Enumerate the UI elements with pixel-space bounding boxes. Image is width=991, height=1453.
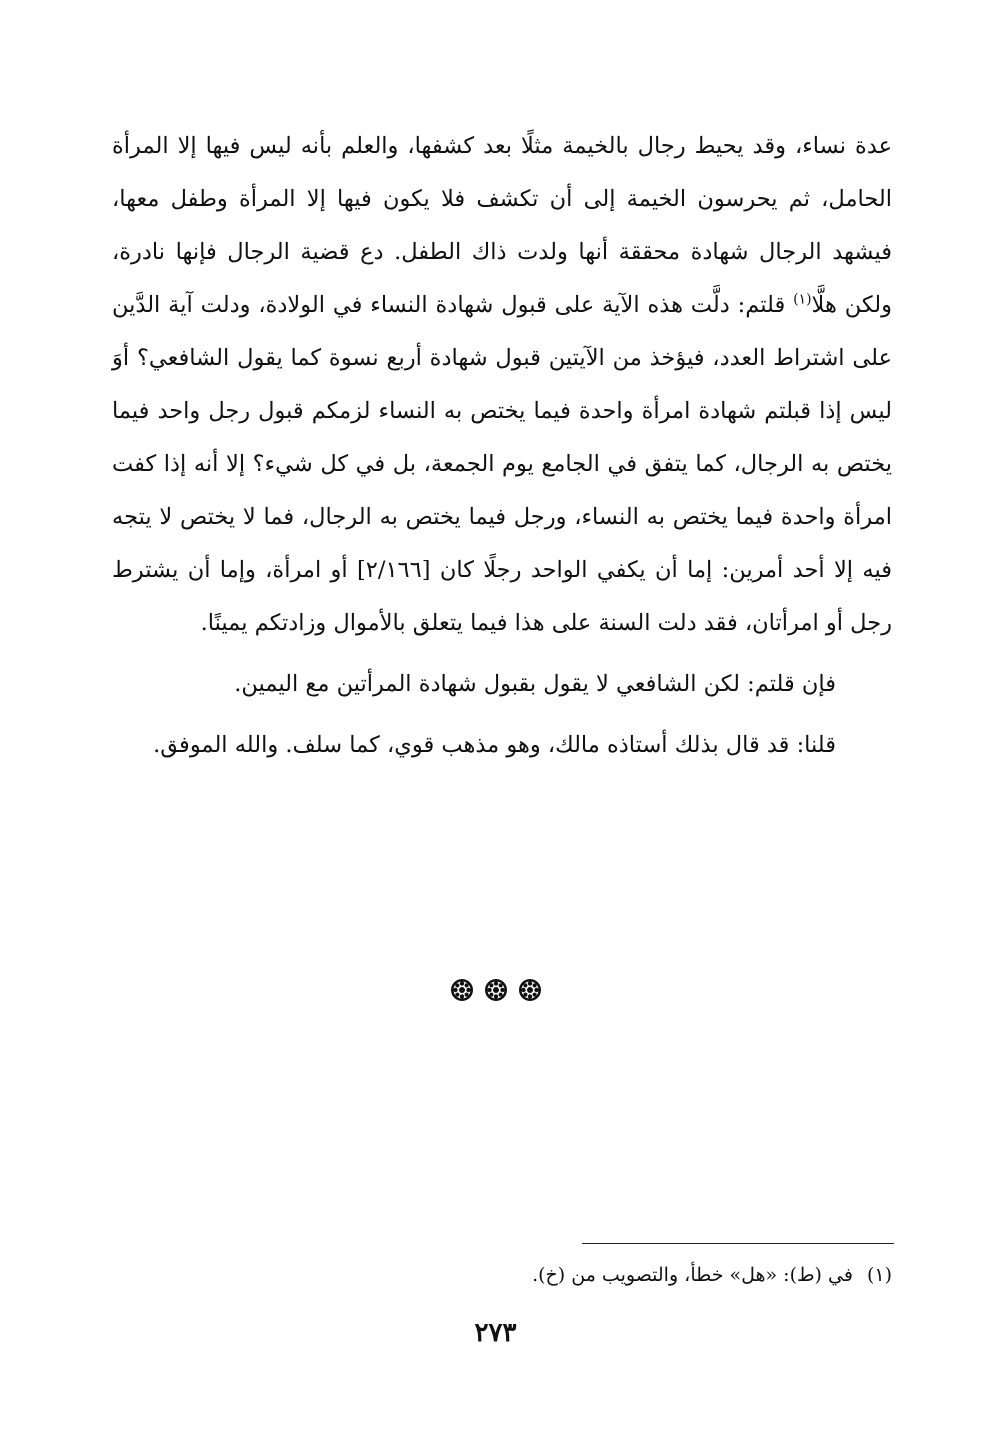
page-number: ٢٧٣: [474, 1318, 517, 1348]
flower-ornament-icon: [484, 978, 508, 1002]
main-text: [112, 120, 892, 772]
paragraph-1-part-3: أو امرأة، وإما أن يشترط رجل أو امرأتان، فقد دلت السنة على هذا فيما يتعلق بالأموال وزادتكم يمينًا.: [112, 557, 892, 636]
footnote: [112, 1260, 892, 1290]
section-divider: [0, 978, 991, 1002]
footnote-text: في (ط): «هل» خطأ، والتصويب من (خ).: [532, 1264, 853, 1286]
footnote-number: (١): [866, 1264, 892, 1286]
page-marker: [٢/١٦٦]: [357, 557, 431, 583]
paragraph-2: فإن قلتم: لكن الشافعي لا يقول بقبول شهادة المرأتين مع اليمين.: [234, 671, 836, 697]
footnote-reference[interactable]: (١): [793, 291, 812, 308]
flower-ornament-icon: [518, 978, 542, 1002]
paragraph-1: [112, 120, 892, 650]
paragraph-1-part-1: عدة نساء، وقد يحيط رجال بالخيمة مثلًا بعد كشفها، والعلم بأنه ليس فيها إلا المرأة الحامل، ثم يحرسون الخيمة إلى أن تكشف فلا يكون فيها إلا المرأة وطفل معها، فيشهد الرجال شهادة محققة أنها ولدت ذاك الطفل. دع قضية الرجال فإنها نادرة، ولكن هلَّا: [112, 133, 892, 318]
paragraph-1-part-2: قلتم: دلَّت هذه الآية على قبول شهادة النساء في الولادة، ودلت آية الدَّين على اشتراط العدد، فيؤخذ من الآيتين قبول شهادة أربع نسوة كما يقول الشافعي؟ أوَ ليس إذا قبلتم شهادة امرأة واحدة فيما يختص به النساء لزمكم قبول رجل واحد فيما يختص به الرجال، كما يتفق في الجامع يوم الجمعة، بل في كل شيء؟ إلا أنه إذا كفت امرأة واحدة فيما يختص به النساء، ورجل فيما يختص به الرجال، فما لا يختص لا يتجه فيه إلا أحد أمرين: إما أن يكفي الواحد رجلًا كان: [112, 292, 892, 583]
flower-ornament-icon: [450, 978, 474, 1002]
footnote-divider: [582, 1243, 894, 1244]
paragraph-3: قلنا: قد قال بذلك أستاذه مالك، وهو مذهب قوي، كما سلف. والله الموفق.: [153, 732, 836, 758]
